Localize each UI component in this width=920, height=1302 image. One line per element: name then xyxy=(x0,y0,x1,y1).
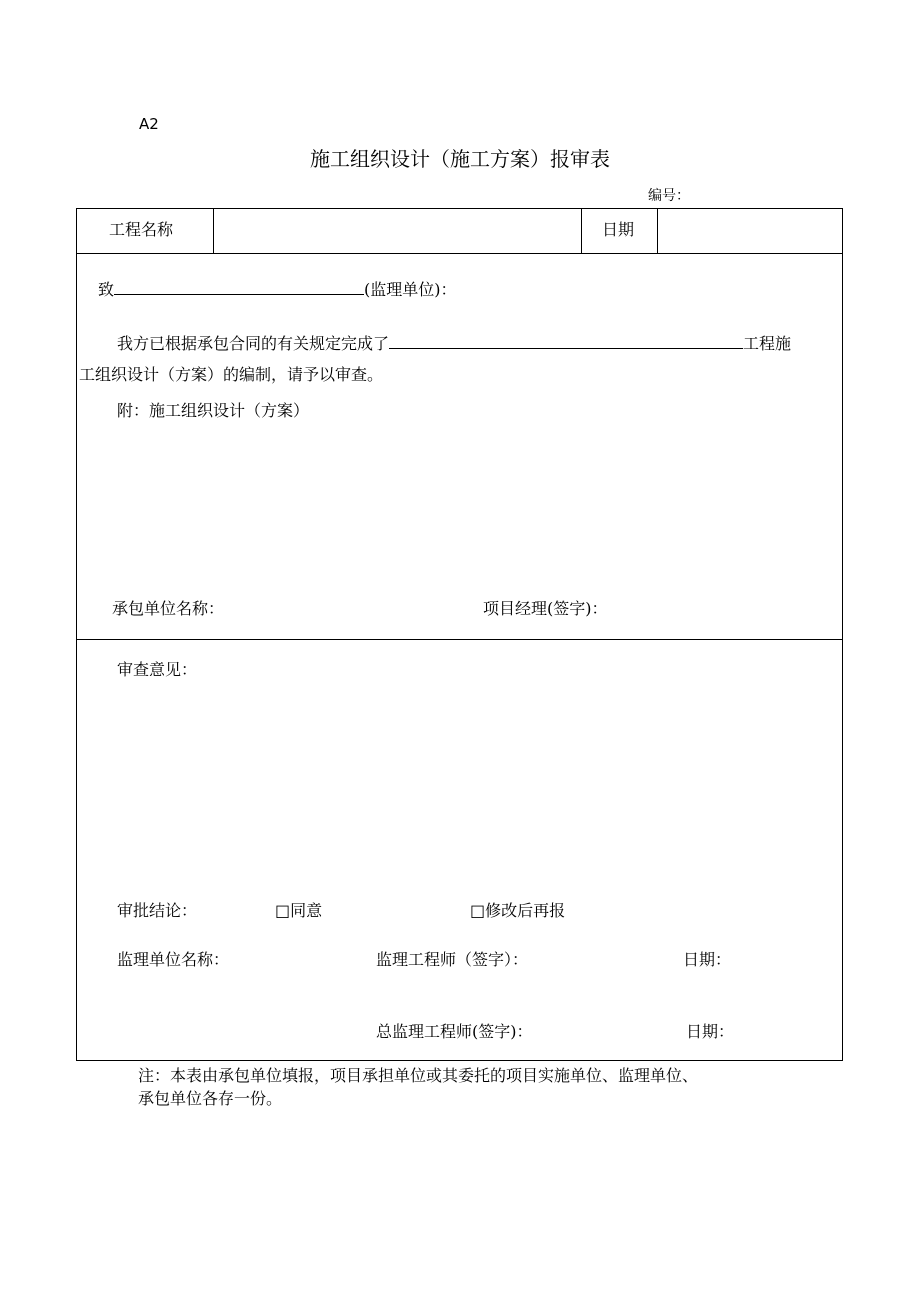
project-manager-label: 项目经理(签字)： xyxy=(483,599,608,618)
option-agree-checkbox[interactable]: □同意 xyxy=(275,901,323,920)
statement-line-2: 工组织设计（方案）的编制，请予以审查。 xyxy=(79,365,384,384)
approval-conclusion-label: 审批结论： xyxy=(117,901,198,920)
project-name-field[interactable] xyxy=(222,222,572,242)
to-line xyxy=(98,277,457,298)
supervisor-unit-blank[interactable] xyxy=(114,277,364,295)
footer-note-line-2: 承包单位各存一份。 xyxy=(138,1089,283,1108)
statement-line-1 xyxy=(117,331,791,352)
date-label: 日期 xyxy=(602,220,635,239)
contractor-name-label: 承包单位名称： xyxy=(112,599,225,618)
footer-note-line-1: 注：本表由承包单位填报，项目承担单位或其委托的项目实施单位、监理单位、 xyxy=(138,1066,699,1085)
row-divider-submission xyxy=(76,639,843,640)
project-blank[interactable] xyxy=(389,331,743,349)
col-divider-1 xyxy=(213,208,214,254)
to-label: 致 xyxy=(98,280,115,299)
chief-engineer-sign-label: 总监理工程师(签字)： xyxy=(376,1022,533,1041)
date-field[interactable] xyxy=(666,222,834,242)
supervisor-unit-label: (监理单位)： xyxy=(364,280,457,299)
statement-part2: 工程施 xyxy=(743,334,792,353)
review-opinion-label: 审查意见： xyxy=(117,660,198,679)
review-date-label-2: 日期： xyxy=(686,1022,735,1041)
supervisor-unit-name-label: 监理单位名称： xyxy=(117,950,230,969)
attachment-text: 附：施工组织设计（方案） xyxy=(117,401,310,420)
col-divider-3 xyxy=(657,208,658,254)
option-resubmit-checkbox[interactable]: □修改后再报 xyxy=(470,901,566,920)
statement-part1: 我方已根据承包合同的有关规定完成了 xyxy=(117,334,390,353)
review-date-label-1: 日期： xyxy=(683,950,732,969)
col-divider-2 xyxy=(581,208,582,254)
serial-number-label: 编号： xyxy=(648,188,690,204)
form-code: A2 xyxy=(139,115,159,133)
page-title: 施工组织设计（施工方案）报审表 xyxy=(310,147,610,171)
project-name-label: 工程名称 xyxy=(109,220,174,239)
engineer-sign-label: 监理工程师（签字）： xyxy=(376,950,529,969)
row-divider-header xyxy=(76,253,843,254)
